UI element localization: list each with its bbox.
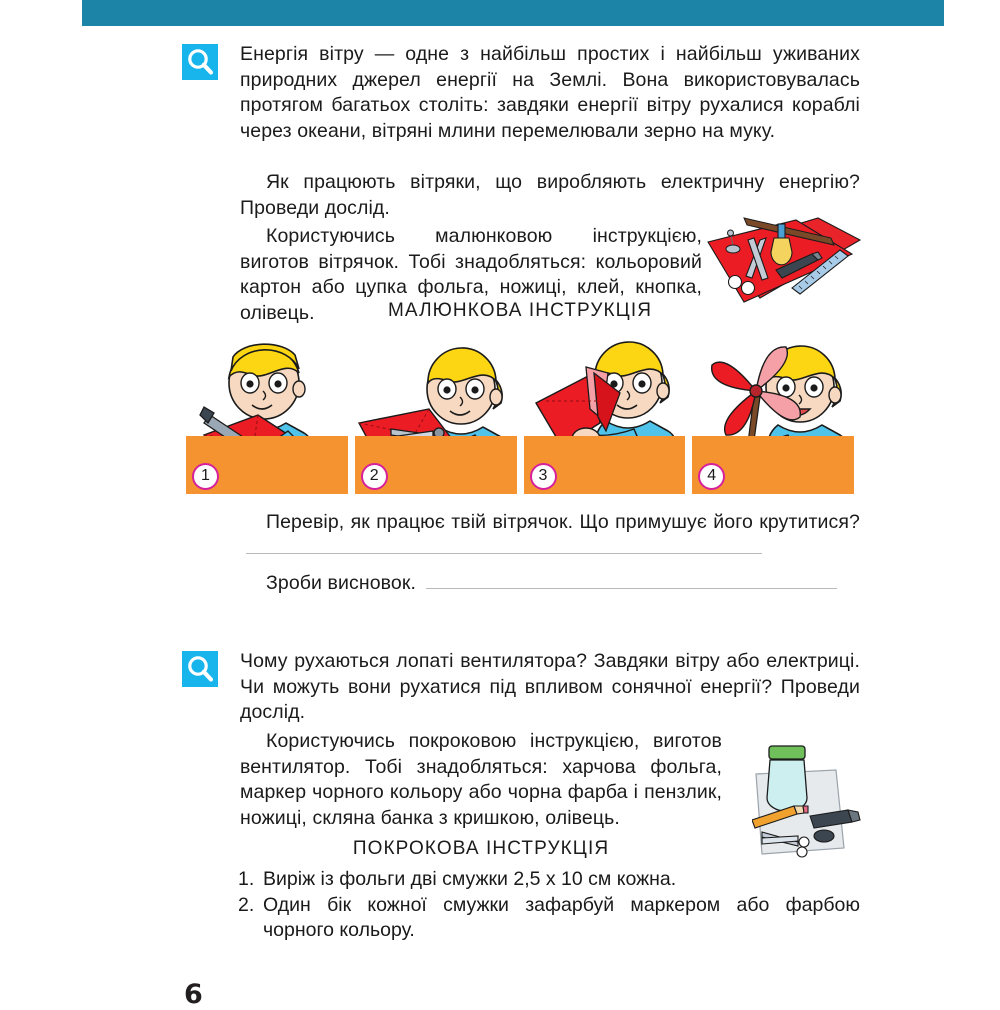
list-item-text: Виріж із фольги дві смужки 2,5 х 10 см кожна. xyxy=(263,868,677,890)
fan-materials-paragraph xyxy=(240,729,722,831)
fan-materials-text: Користуючись покроковою інструкцією, виготов вентилятор. Тобі знадобляться: харчова фольга, маркер чорного кольору або чорна фарба і пензлик, ножиці, скляна банка з кришкою, олівець. xyxy=(240,730,722,829)
list-item xyxy=(238,867,860,893)
answer-rule-2[interactable] xyxy=(426,571,837,589)
intro-paragraph-2-text: Як працюють вітряки, що виробляють електричну енергію? Проведи дослід. xyxy=(240,171,860,219)
pictorial-steps-strip xyxy=(186,331,854,494)
page-content xyxy=(0,26,1000,1010)
materials-paragraph-text: Користуючись малюнковою інструкцією, виготов вітрячок. Тобі знадобляться: кольоровий картон або цупка фольга, ножиці, клей, кнопка, олівець. xyxy=(240,225,702,324)
step-panel-3 xyxy=(524,331,686,494)
magnifier-icon xyxy=(182,651,218,687)
intro-paragraph-1: Енергія вітру — одне з найбільш простих і найбільш уживаних природних джерел енергії на Землі. Вона використовувалась протягом багатьох століть: завдяки енергії вітру рухалися кораблі через океани, вітряні млини перемелювали зерно на муку. xyxy=(240,43,860,142)
answer-rule-1[interactable] xyxy=(246,536,762,554)
list-item xyxy=(238,893,860,944)
conclusion-row xyxy=(240,571,860,597)
check-question-text: Перевір, як працює твій вітрячок. Що примушує його крутитися? xyxy=(266,511,860,533)
step-panel-4 xyxy=(692,331,854,494)
step-badge-4: 4 xyxy=(698,463,725,490)
step-panel-1 xyxy=(186,331,348,494)
check-question xyxy=(240,510,860,561)
top-decorative-band xyxy=(82,0,944,26)
list-item-text: Один бік кожної смужки зафарбуй маркером або фарбою чорного кольору. xyxy=(263,893,860,942)
pictorial-instruction-heading: МАЛЮНКОВА ІНСТРУКЦІЯ xyxy=(387,300,653,321)
list-item-number: 1. xyxy=(238,868,255,890)
conclusion-label: Зроби висновок. xyxy=(266,572,416,594)
magnifier-icon xyxy=(182,44,218,80)
list-item-number: 2. xyxy=(238,893,255,916)
glass-jar-foil-tools-illustration xyxy=(752,736,878,858)
step-badge-3: 3 xyxy=(530,463,557,490)
stepwise-instruction-list xyxy=(238,867,860,944)
step-badge-2: 2 xyxy=(361,463,388,490)
red-cardboard-tools-illustration xyxy=(700,202,862,310)
stepwise-instruction-heading: ПОКРОКОВА ІНСТРУКЦІЯ xyxy=(352,838,610,859)
step-badge-1: 1 xyxy=(192,463,219,490)
page-number: 6 xyxy=(184,979,203,1010)
fan-paragraph-1: Чому рухаються лопаті вентилятора? Завдяки вітру або електриці. Чи можуть вони рухатися під впливом сонячної енергії? Проведи дослід. xyxy=(240,650,860,724)
step-panel-2 xyxy=(355,331,517,494)
